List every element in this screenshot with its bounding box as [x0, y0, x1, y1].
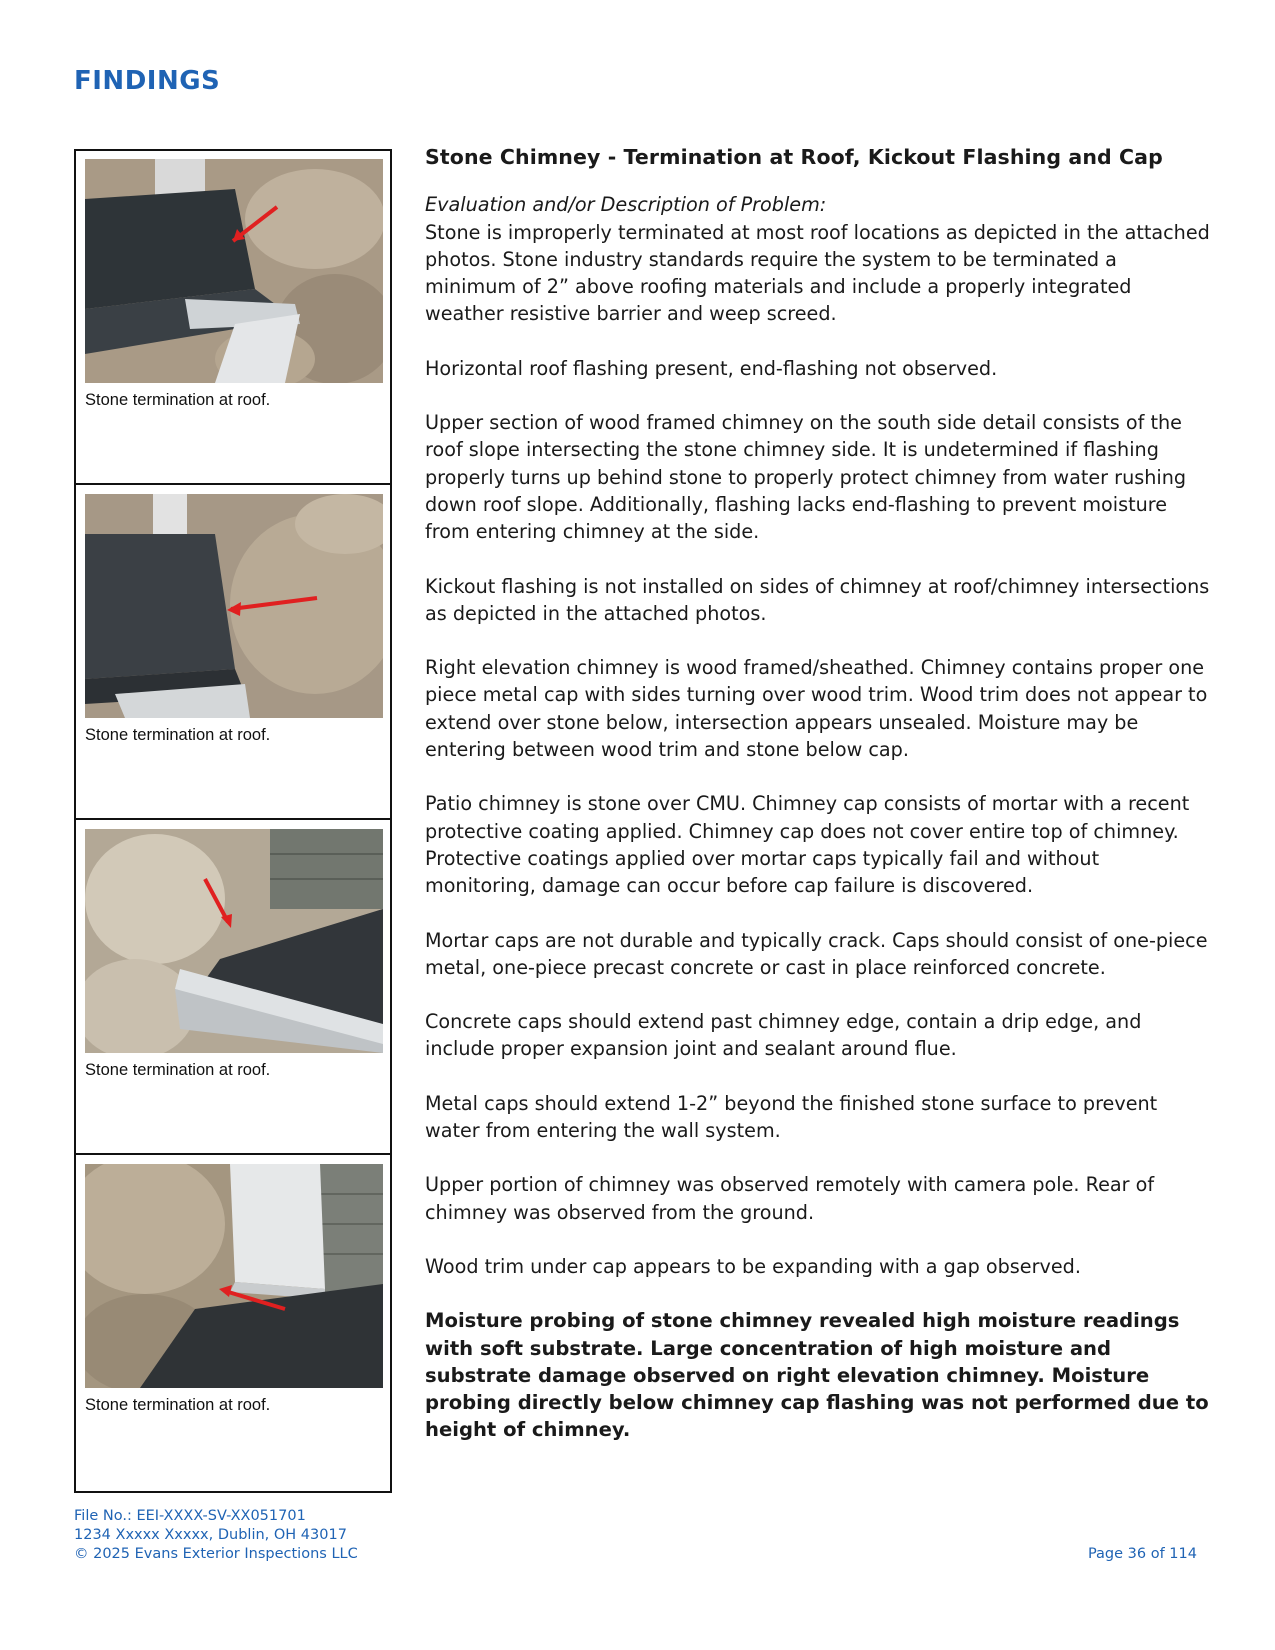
- copyright: © 2025 Evans Exterior Inspections LLC: [74, 1546, 358, 1562]
- photo-caption: Stone termination at roof.: [85, 726, 271, 744]
- roof-stone-photo-1: [85, 159, 383, 383]
- page-number: Page 36 of 114: [1087, 1546, 1197, 1562]
- photo-cell: [76, 821, 390, 1155]
- roof-stone-photo-3: [85, 829, 383, 1053]
- roof-stone-photo-icon: [85, 494, 383, 718]
- roof-stone-photo-icon: [85, 829, 383, 1053]
- photo-caption: Stone termination at roof.: [85, 1396, 271, 1414]
- paragraph-text: Stone is improperly terminated at most roof locations as depicted in the attached photos. Stone industry standards require the system to be terminated a minimum of 2” above roofing materials and include a properly integrated weather resistive barrier and weep screed.: [425, 220, 1210, 326]
- paragraph: Right elevation chimney is wood framed/sheathed. Chimney contains proper one piece metal cap with sides turning over wood trim. Wood trim does not appear to extend over stone below, intersection appears unsealed. Moisture may be entering between wood trim and stone below cap.: [425, 656, 1208, 762]
- roof-stone-photo-icon: [85, 1164, 383, 1388]
- footer-info: [74, 1507, 358, 1564]
- paragraph: Mortar caps are not durable and typically crack. Caps should consist of one-piece metal, one-piece precast concrete or cast in place reinforced concrete.: [425, 928, 1208, 979]
- photo-caption: Stone termination at roof.: [85, 1061, 271, 1079]
- roof-stone-photo-4: [85, 1164, 383, 1388]
- findings-content: [425, 144, 1210, 1471]
- section-title: Stone Chimney - Termination at Roof, Kickout Flashing and Cap: [425, 145, 1163, 169]
- paragraph: Kickout flashing is not installed on sides of chimney at roof/chimney intersections as depicted in the attached photos.: [425, 574, 1210, 625]
- paragraph: Upper section of wood framed chimney on the south side detail consists of the roof slope intersecting the stone chimney side. It is undetermined if flashing properly turns up behind stone to properly protect chimney from water rushing down roof slope. Additionally, flashing lacks end-flashing to prevent moisture from entering chimney at the side.: [425, 411, 1187, 544]
- evaluation-paragraph: [425, 191, 1210, 327]
- paragraph: Upper portion of chimney was observed remotely with camera pole. Rear of chimney was observed from the ground.: [425, 1173, 1155, 1224]
- paragraph: Horizontal roof flashing present, end-flashing not observed.: [425, 356, 998, 380]
- moisture-probing-paragraph: Moisture probing of stone chimney revealed high moisture readings with soft substrate. Large concentration of high moisture and substrate damage observed on right elevation chimney. Moisture probing directly below chimney cap flashing was not performed due to height of chimney.: [425, 1309, 1209, 1442]
- photo-cell: [76, 1156, 390, 1490]
- photo-cell: [76, 486, 390, 820]
- file-number: File No.: EEI-XXXX-SV-XX051701: [74, 1508, 306, 1524]
- paragraph: Wood trim under cap appears to be expanding with a gap observed.: [425, 1254, 1081, 1278]
- photo-caption: Stone termination at roof.: [85, 391, 271, 409]
- property-address: 1234 Xxxxx Xxxxx, Dublin, OH 43017: [74, 1527, 347, 1543]
- photo-cell: [76, 151, 390, 485]
- page-title: FINDINGS: [74, 66, 221, 96]
- evaluation-label: Evaluation and/or Description of Problem:: [425, 193, 827, 217]
- roof-stone-photo-icon: [85, 159, 383, 383]
- photo-column: [74, 149, 392, 1493]
- paragraph: Patio chimney is stone over CMU. Chimney cap consists of mortar with a recent protective coating applied. Chimney cap does not cover entire top of chimney. Protective coatings applied over mortar caps typically fail and without monitoring, damage can occur before cap failure is discovered.: [425, 792, 1190, 898]
- paragraph: Metal caps should extend 1-2” beyond the finished stone surface to prevent water from entering the wall system.: [425, 1091, 1158, 1143]
- paragraph: Concrete caps should extend past chimney edge, contain a drip edge, and include proper expansion joint and sealant around flue.: [425, 1010, 1142, 1061]
- roof-stone-photo-2: [85, 494, 383, 718]
